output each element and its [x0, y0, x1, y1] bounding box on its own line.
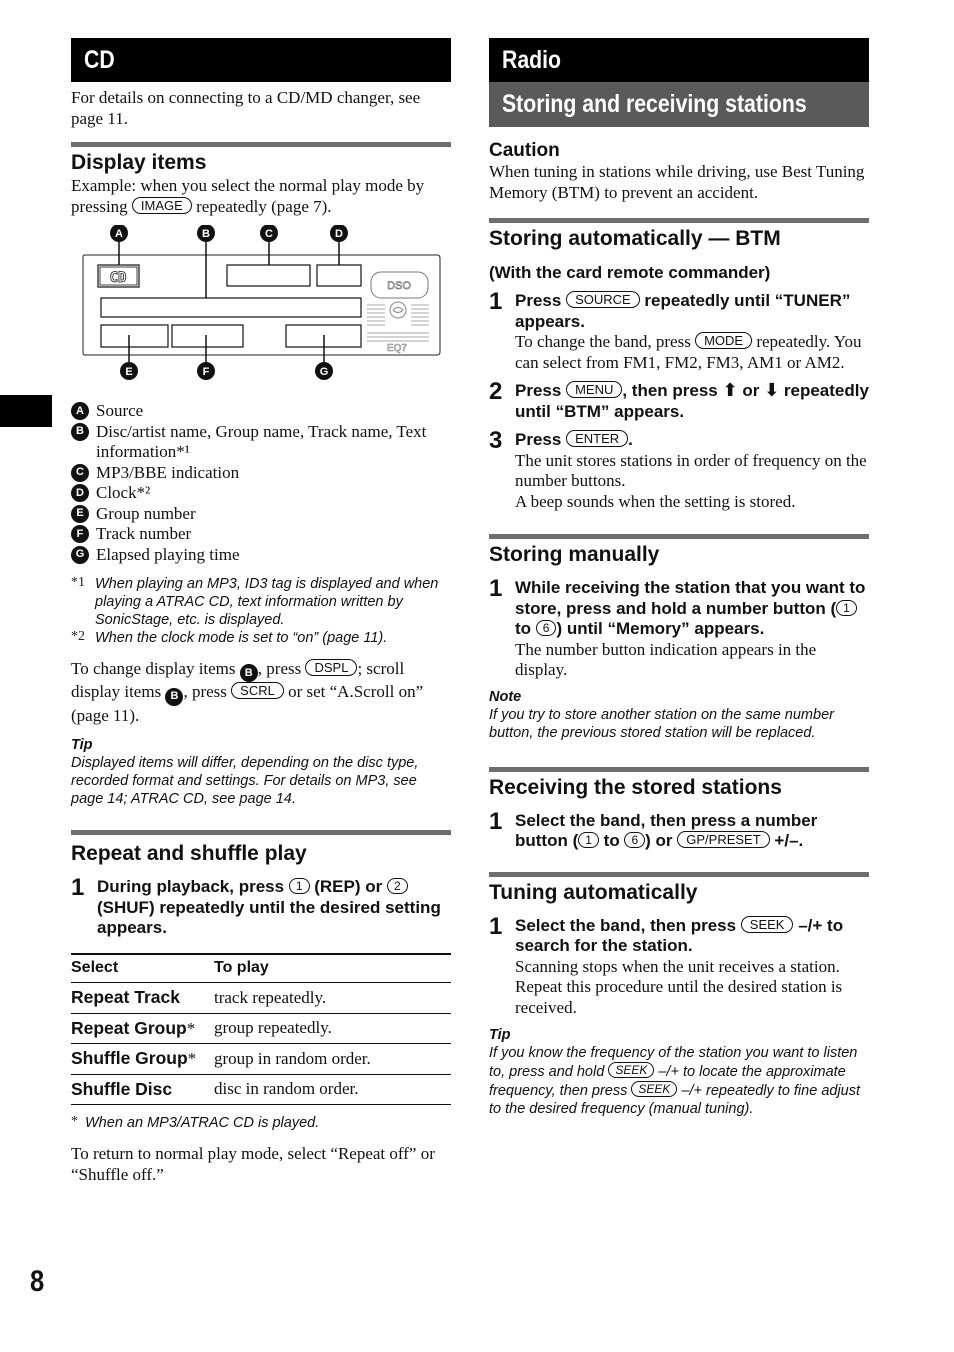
dspl-button: DSPL [305, 659, 357, 676]
key-1: 1 [578, 832, 599, 848]
svg-text:E: E [125, 366, 133, 378]
image-button: IMAGE [132, 197, 192, 214]
legend-item: B Disc/artist name, Group name, Track name, Text information*¹ [71, 422, 451, 463]
svg-text:DSO: DSO [387, 280, 411, 292]
key-6: 6 [536, 620, 557, 636]
manual-note: Note If you try to store another station on the same number button, the previous stored station will be replaced. [489, 688, 834, 741]
tuning-heading: Tuning automatically [489, 872, 869, 906]
repeat-heading: Repeat and shuffle play [71, 830, 451, 867]
table-row: Shuffle Disc disc in random order. [71, 1074, 451, 1105]
enter-button: ENTER [566, 430, 628, 447]
svg-text:CD: CD [109, 270, 127, 286]
btm-heading: Storing automatically — BTM [489, 218, 869, 252]
section-banner-cd: CD [71, 38, 451, 82]
btm-subheading: (With the card remote commander) [489, 263, 771, 282]
down-arrow-icon: ⬇ [764, 380, 780, 401]
svg-text:G: G [319, 366, 329, 378]
cd-intro: For details on connecting to a CD/MD changer, see page 11. [71, 88, 421, 128]
menu-button: MENU [566, 381, 622, 398]
svg-text:EQ7: EQ7 [386, 343, 408, 354]
section-subbanner: Storing and receiving stations [489, 82, 869, 127]
svg-text:C: C [265, 228, 273, 240]
display-tip: Tip Displayed items will differ, depending on the disc type, recorded format and settings. For details on MP3, see page 14; ATRAC CD, see page 14. [71, 737, 419, 807]
btm-step-2: 2 Press MENU , then press ⬆ or ⬇ repeatedly until “BTM” appears. [489, 378, 869, 421]
callout-b-inline: B [240, 664, 258, 682]
legend-item: C MP3/BBE indication [71, 463, 451, 484]
manual-heading: Storing manually [489, 534, 869, 568]
callout-b-inline: B [165, 688, 183, 706]
seek-button: SEEK [608, 1062, 654, 1078]
right-column [489, 38, 869, 1118]
up-arrow-icon: ⬆ [722, 380, 738, 401]
source-button: SOURCE [566, 291, 640, 308]
svg-text:B: B [202, 228, 210, 240]
repeat-table: Select To play Repeat Track track repeatedly. Repeat Group* group repeatedly. Shuffle Group* group in random order. Shuffle Disc disc in random order. [71, 953, 451, 1106]
caution-text: When tuning in stations while driving, use Best Tuning Memory (BTM) to prevent an accident. [489, 162, 865, 202]
display-legend [71, 401, 451, 565]
svg-text:A: A [115, 228, 123, 240]
svg-text:F: F [202, 366, 210, 378]
display-items-example: Example: when you select the normal play mode by pressing IMAGE repeatedly (page 7). [71, 176, 425, 216]
change-display-text: To change display items B , press DSPL ; scroll display items B , press SCRL or set “A.Scroll on” (page 11). [71, 659, 424, 725]
repeat-step-1: 1 During playback, press 1 (REP) or 2 (SHUF) repeatedly until the desired setting appears. [71, 874, 441, 937]
legend-item: A Source [71, 401, 451, 422]
return-text: To return to normal play mode, select “Repeat off” or “Shuffle off.” [71, 1144, 435, 1184]
display-diagram [71, 225, 451, 395]
tuning-step-1: 1 Select the band, then press SEEK –/+ to search for the station. Scanning stops when the unit receives a station. Repeat this procedure until the desired station is received. [489, 912, 844, 1017]
legend-item: G Elapsed playing time [71, 545, 451, 566]
key-6: 6 [624, 832, 645, 848]
table-row: Repeat Group* group repeatedly. [71, 1013, 451, 1044]
scrl-button: SCRL [231, 682, 284, 699]
key-2: 2 [387, 878, 408, 894]
display-items-heading: Display items [71, 142, 451, 176]
legend-item: E Group number [71, 504, 451, 525]
left-column [71, 38, 451, 1185]
table-row: Shuffle Group* group in random order. [71, 1044, 451, 1075]
page-number: 8 [30, 1265, 45, 1298]
tuning-tip: Tip If you know the frequency of the station you want to listen to, press and hold SEEK –/+ to locate the approximate frequency, then press SEEK –/+ repeatedly to fine adjust to the desired frequency (manual tuning). [489, 1027, 861, 1117]
mode-button: MODE [695, 332, 752, 349]
manual-step-1: 1 While receiving the station that you want to store, press and hold a number button ( 1 to 6 ) until “Memory” appears. The number button indication appears in the display. [489, 575, 866, 679]
receiving-step-1: 1 Select the band, then press a number button ( 1 to 6 ) or GP/PRESET +/–. [489, 807, 818, 850]
svg-text:D: D [335, 228, 343, 240]
legend-item: F Track number [71, 524, 451, 545]
display-footnotes: *1 When playing an MP3, ID3 tag is displayed and when playing a ATRAC CD, text information written by SonicStage, etc. is displayed. *2 When the clock mode is set to “on” (page 11). [71, 575, 439, 646]
chapter-tab [0, 395, 52, 427]
receiving-heading: Receiving the stored stations [489, 767, 869, 801]
gp-preset-button: GP/PRESET [677, 831, 769, 848]
key-1: 1 [289, 878, 310, 894]
legend-item: D Clock*² [71, 483, 451, 504]
section-banner-radio: Radio [489, 38, 869, 82]
seek-button: SEEK [631, 1081, 677, 1097]
key-1: 1 [836, 600, 857, 616]
btm-step-1: 1 Press SOURCE repeatedly until “TUNER” appears. To change the band, press MODE repeatedly. You can select from FM1, FM2, FM3, AM1 or AM2. [489, 288, 862, 372]
caution-heading: Caution [489, 140, 560, 161]
table-row: Repeat Track track repeatedly. [71, 983, 451, 1014]
btm-step-3: 3 Press ENTER . The unit stores stations in order of frequency on the number buttons. A beep sounds when the setting is stored. [489, 427, 867, 511]
repeat-footnote: * When an MP3/ATRAC CD is played. [71, 1114, 320, 1131]
seek-button: SEEK [741, 916, 794, 933]
